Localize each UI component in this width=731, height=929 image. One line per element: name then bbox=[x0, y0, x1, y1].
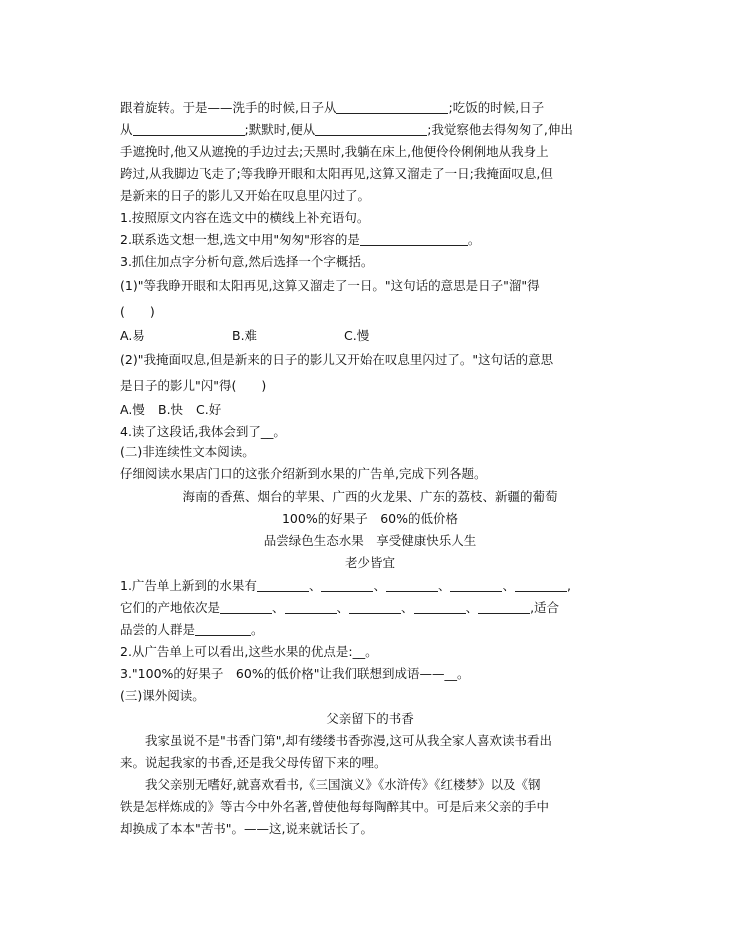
fill-blank[interactable] bbox=[478, 601, 530, 614]
separator: 、 bbox=[308, 578, 322, 593]
passage-line-3: 手遮挽时,他又从遮挽的手边过去;天黑时,我躺在床上,他便伶伶俐俐地从我身上 bbox=[120, 144, 549, 159]
question-3-1: (1)"等我睁开眼和太阳再见,这算又溜走了一日。"这句话的意思是日子"溜"得 bbox=[120, 278, 540, 293]
option-c[interactable]: C.慢 bbox=[344, 328, 370, 343]
option-a[interactable]: A.易 bbox=[120, 328, 145, 343]
text-segment: 2.联系选文想一想,选文中用"匆匆"形容的是 bbox=[120, 232, 360, 247]
question-3: 3.抓住加点字分析句意,然后选择一个字概括。 bbox=[120, 254, 374, 269]
section-three-heading: (三)课外阅读。 bbox=[120, 688, 205, 703]
ad-line-1: 海南的香蕉、烟台的苹果、广西的火龙果、广东的荔枝、新疆的葡萄 bbox=[182, 489, 558, 504]
text-segment: 从 bbox=[120, 122, 133, 137]
separator: 、 bbox=[401, 600, 414, 615]
text-segment: 它们的产地依次是 bbox=[120, 600, 221, 615]
text-segment: 品尝的人群是 bbox=[120, 622, 196, 637]
text-segment: 1.广告单上新到的水果有 bbox=[120, 578, 257, 593]
paragraph-1-line-1: 我家虽说不是"书香门第",却有缕缕书香弥漫,这可从我全家人喜欢读书看出 bbox=[145, 733, 552, 748]
section-two-q3: 3."100%的好果子 60%的低价格"让我们联想到成语——__。 bbox=[120, 666, 470, 681]
section-two-q2: 2.从广告单上可以看出,这些水果的优点是:__。 bbox=[120, 644, 378, 659]
option-b[interactable]: B.难 bbox=[232, 328, 258, 343]
separator: 、 bbox=[502, 578, 515, 593]
section-two-q1-line3 bbox=[120, 622, 620, 638]
option-a[interactable]: A.慢 bbox=[120, 402, 145, 417]
separator: , bbox=[567, 578, 571, 593]
fill-blank[interactable] bbox=[195, 623, 251, 636]
text-segment: ;吃饭的时候,日子 bbox=[448, 100, 545, 115]
fill-blank[interactable] bbox=[450, 579, 502, 592]
paragraph-2-line-1: 我父亲别无嗜好,就喜欢看书,《三国演义》《水浒传》《红楼梦》以及《钢 bbox=[145, 777, 541, 792]
fill-blank[interactable] bbox=[360, 233, 468, 246]
passage-line-4: 跨过,从我脚边飞走了;等我睁开眼和太阳再见,这算又溜走了一日;我掩面叹息,但 bbox=[120, 166, 553, 181]
answer-paren[interactable]: ( ) bbox=[120, 304, 155, 319]
separator: 、 bbox=[373, 578, 386, 593]
section-two-intro: 仔细阅读水果店门口的这张介绍新到水果的广告单,完成下列各题。 bbox=[120, 466, 487, 481]
passage-line-2 bbox=[120, 122, 620, 138]
text-segment: 。 bbox=[467, 232, 481, 247]
question-3-2: (2)"我掩面叹息,但是新来的日子的影儿又开始在叹息里闪过了。"这句话的意思 bbox=[120, 352, 554, 367]
ad-line-3: 品尝绿色生态水果 享受健康快乐人生 bbox=[263, 533, 477, 548]
fill-blank[interactable] bbox=[133, 123, 245, 136]
article-title: 父亲留下的书香 bbox=[326, 711, 414, 726]
section-two-q1-line1 bbox=[120, 578, 620, 594]
paragraph-2-line-3: 却换成了本本"苦书"。——这,说来就话长了。 bbox=[120, 821, 373, 836]
question-3-2-cont: 是日子的影儿"闪"得( ) bbox=[120, 378, 267, 393]
paragraph-2-line-2: 铁是怎样炼成的》等古今中外名著,曾使他每每陶醉其中。可是后来父亲的手中 bbox=[120, 799, 549, 814]
fill-blank[interactable] bbox=[414, 601, 466, 614]
fill-blank[interactable] bbox=[386, 579, 438, 592]
paragraph-1-line-2: 来。说起我家的书香,还是我父母传留下来的哩。 bbox=[120, 755, 387, 770]
fill-blank[interactable] bbox=[336, 101, 448, 114]
fill-blank[interactable] bbox=[315, 123, 427, 136]
fill-blank[interactable] bbox=[321, 579, 373, 592]
options-row bbox=[120, 328, 620, 344]
passage-line-5: 是新来的日子的影儿又开始在叹息里闪过了。 bbox=[120, 188, 371, 203]
question-1: 1.按照原文内容在选文中的横线上补充语句。 bbox=[120, 210, 370, 225]
separator: 、 bbox=[272, 600, 285, 615]
text-segment: ;我觉察他去得匆匆了,伸出 bbox=[427, 122, 573, 137]
fill-blank[interactable] bbox=[257, 579, 309, 592]
section-two-heading: (二)非连续性文本阅读。 bbox=[120, 444, 255, 459]
ad-line-2: 100%的好果子 60%的低价格 bbox=[281, 511, 459, 526]
separator: 、 bbox=[465, 600, 479, 615]
separator: 、 bbox=[437, 578, 451, 593]
option-b[interactable]: B.快 bbox=[158, 402, 184, 417]
option-c[interactable]: C.好 bbox=[196, 402, 222, 417]
text-segment: 跟着旋转。于是——洗手的时候,日子从 bbox=[120, 100, 337, 115]
text-segment: 。 bbox=[251, 622, 264, 637]
ad-line-4: 老少皆宜 bbox=[344, 555, 395, 570]
separator: 、 bbox=[336, 600, 350, 615]
question-2 bbox=[120, 232, 620, 248]
fill-blank[interactable] bbox=[220, 601, 272, 614]
options-row bbox=[120, 402, 620, 418]
text-segment: ,适合 bbox=[530, 600, 560, 615]
fill-blank[interactable] bbox=[285, 601, 337, 614]
fill-blank[interactable] bbox=[515, 579, 567, 592]
passage-line-1 bbox=[120, 100, 620, 116]
text-segment: ;默默时,便从 bbox=[244, 122, 316, 137]
section-two-q1-line2 bbox=[120, 600, 620, 616]
question-4: 4.读了这段话,我体会到了__。 bbox=[120, 424, 286, 439]
fill-blank[interactable] bbox=[349, 601, 401, 614]
